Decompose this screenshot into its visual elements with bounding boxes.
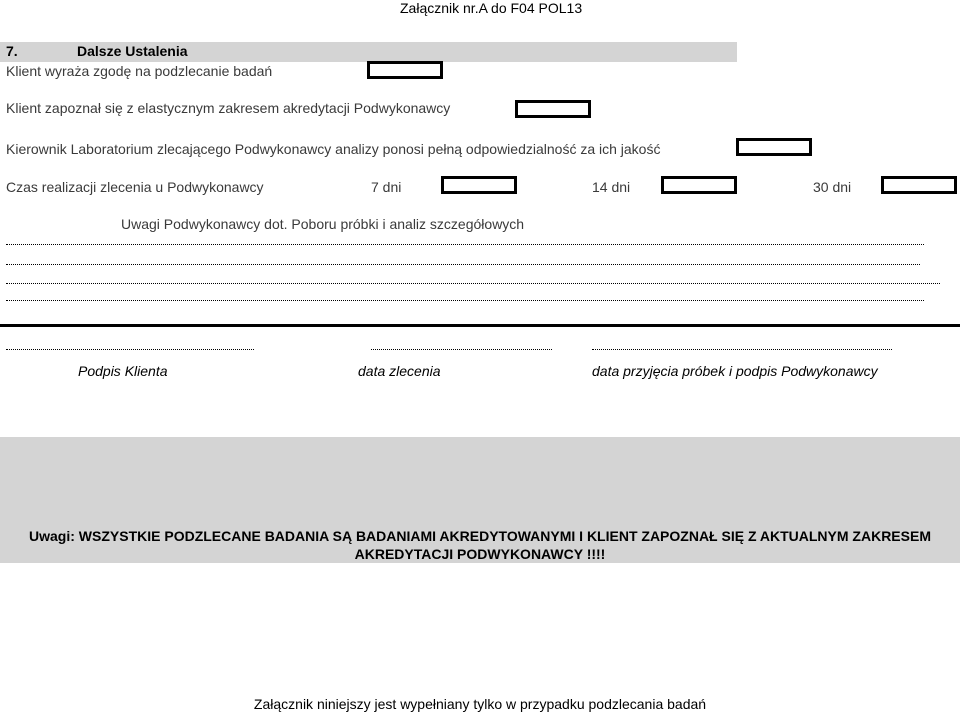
turnaround-7-days-label: 7 dni (371, 179, 402, 195)
turnaround-label: Czas realizacji zlecenia u Podwykonawcy (6, 179, 264, 195)
receipt-signature-line[interactable] (592, 349, 892, 350)
responsibility-checkbox[interactable] (736, 138, 812, 156)
consent-label: Klient wyraża zgodę na podzlecanie badań (6, 63, 273, 79)
remarks-line-4[interactable] (6, 300, 924, 301)
notice-line-2: AKREDYTACJI PODWYKONAWCY !!!! (354, 546, 606, 562)
turnaround-30-days-label: 30 dni (813, 179, 852, 195)
consent-checkbox[interactable] (367, 61, 443, 79)
receipt-signature-caption: data przyjęcia próbek i podpis Podwykonawcy (592, 363, 878, 379)
turnaround-14-days-checkbox[interactable] (661, 176, 737, 194)
annex-reference: Załącznik nr.A do F04 POL13 (400, 0, 583, 16)
order-date-caption: data zlecenia (358, 363, 441, 379)
divider (0, 324, 960, 327)
remarks-line-3[interactable] (6, 283, 940, 284)
section-header (0, 42, 737, 62)
section-title: Dalsze Ustalenia (77, 43, 188, 59)
accreditation-notice (0, 437, 960, 563)
turnaround-7-days-checkbox[interactable] (441, 176, 517, 194)
section-number: 7. (6, 43, 18, 59)
order-date-line[interactable] (371, 349, 552, 350)
scope-label: Klient zapoznał się z elastycznym zakresem akredytacji Podwykonawcy (6, 100, 451, 116)
remarks-line-1[interactable] (6, 244, 924, 245)
turnaround-30-days-checkbox[interactable] (881, 176, 957, 194)
remarks-line-2[interactable] (6, 264, 920, 265)
notice-line-1: Uwagi: WSZYSTKIE PODZLECANE BADANIA SĄ BADANIAMI AKREDYTOWANYMI I KLIENT ZAPOZNAŁ SIĘ Z AKTUALNYM ZAKRESEM (29, 528, 931, 544)
responsibility-label: Kierownik Laboratorium zlecającego Podwykonawcy analizy ponosi pełną odpowiedzialność za ich jakość (6, 141, 661, 157)
footer-note: Załącznik niniejszy jest wypełniany tylko w przypadku podzlecania badań (253, 696, 707, 712)
client-signature-caption: Podpis Klienta (78, 363, 168, 379)
client-signature-line[interactable] (6, 349, 254, 350)
scope-checkbox[interactable] (515, 100, 591, 118)
remarks-label: Uwagi Podwykonawcy dot. Poboru próbki i analiz szczegółowych (121, 216, 525, 232)
turnaround-14-days-label: 14 dni (592, 179, 631, 195)
